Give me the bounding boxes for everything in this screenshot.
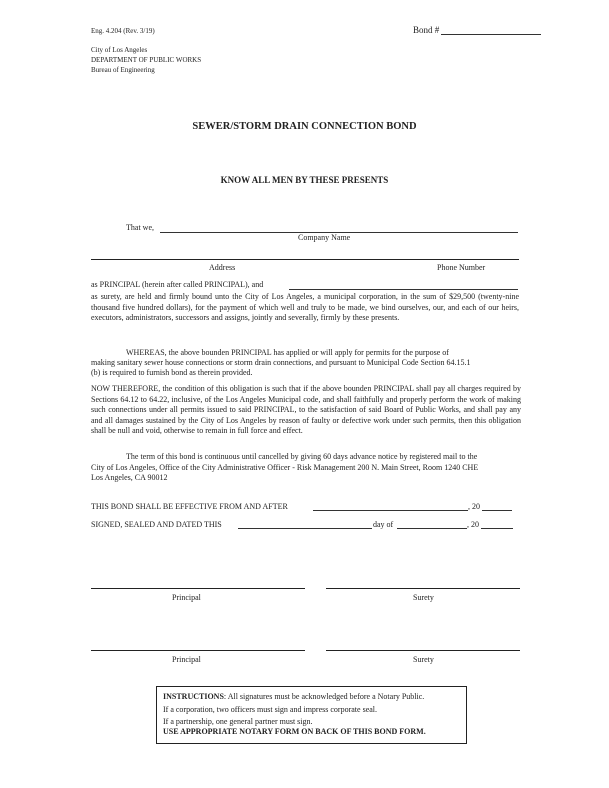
surety-label-2: Surety [413,655,434,664]
principal-signature-line-1[interactable] [91,588,305,589]
page-title: SEWER/STORM DRAIN CONNECTION BOND [192,121,417,132]
signed-month-field[interactable] [397,528,467,529]
whereas-line-1: WHEREAS, the above bounden PRINCIPAL has applied or will apply for permits for the purpose of [126,348,449,357]
bond-number-label: Bond # [413,25,440,35]
term-line-2: City of Los Angeles, Office of the City Administrative Officer - Risk Management 200 N. Main Street, Room 1240 CHE [91,462,479,472]
bond-number-field[interactable] [441,34,541,35]
agency-department: DEPARTMENT OF PUBLIC WORKS [91,56,202,64]
principal-signature-line-2[interactable] [91,650,305,651]
surety-name-field[interactable] [289,289,518,290]
day-of-label: day of [373,520,394,529]
instructions-corporation: If a corporation, two officers must sign and impress corporate seal. [163,705,378,714]
surety-signature-line-1[interactable] [326,588,520,589]
whereas-block [91,348,521,378]
term-line-3: Los Angeles, CA 90012 [91,473,168,482]
principal-label-2: Principal [172,655,201,664]
instructions-notary: USE APPROPRIATE NOTARY FORM ON BACK OF THIS BOND FORM. [163,727,426,736]
agency-city: City of Los Angeles [91,46,148,54]
effective-label: THIS BOND SHALL BE EFFECTIVE FROM AND AFTER [91,502,288,511]
instructions-partnership: If a partnership, one general partner must sign. [163,717,313,726]
form-number: Eng. 4.204 (Rev. 3/19) [91,27,155,35]
term-block [91,452,521,484]
agency-bureau: Bureau of Engineering [91,66,155,74]
signed-day-field[interactable] [238,528,372,529]
effective-date-field[interactable] [313,510,468,511]
signed-year-prefix: , 20 [467,520,479,529]
phone-label: Phone Number [437,263,486,272]
surety-paragraph: as surety, are held and firmly bound unto the City of Los Angeles, a municipal corporation, in the sum of $29,500 (twenty-nine thousand five hundred dollars), for the payment of which well and truly to be made, we bind ourselves, our, and each of our heirs, executors, administrators, successors and assigns, jointly and severally, firmly by these presents. [91,292,519,322]
company-name-label: Company Name [298,233,351,242]
surety-signature-line-2[interactable] [326,650,520,651]
that-we-label: That we, [126,223,154,232]
instructions-first-line [163,692,424,701]
effective-year-prefix: , 20 [468,502,480,511]
principal-label-1: Principal [172,593,201,602]
effective-year-field[interactable] [482,510,512,511]
address-label: Address [209,263,236,272]
whereas-line-2: making sanitary sewer house connections or storm drain connections, and pursuant to Municipal Code Section 64.15.1 [91,358,471,367]
page-subtitle: KNOW ALL MEN BY THESE PRESENTS [220,175,389,185]
instructions-text: : All signatures must be acknowledged before a Notary Public. [223,692,425,701]
principal-line-text: as PRINCIPAL (herein after called PRINCIPAL), and [91,280,264,289]
instructions-box [156,686,467,744]
term-line-1: The term of this bond is continuous until cancelled by giving 60 days advance notice by registered mail to the [126,452,478,461]
agency-block [91,45,201,75]
whereas-line-3: (b) is required to furnish bond as therein provided. [91,368,253,377]
signed-year-field[interactable] [481,528,513,529]
surety-label-1: Surety [413,593,434,602]
instructions-heading: INSTRUCTIONS [163,692,224,701]
address-phone-field[interactable] [91,259,519,260]
now-therefore-paragraph: NOW THEREFORE, the condition of this obligation is such that if the above bounden PRINCIPAL shall pay all charges required by Sections 64.12 to 64.22, inclusive, of the Los Angeles Municipal code, and shall faithfully and properly perform the work of making such connections under all permits issued to said PRINCIPAL, to the satisfaction of said Board of Public Works, and shall pay any and all damages sustained by the City of Los Angeles by reason of faulty or defective work under such permits, then this obligation shall be null and void, otherwise to remain in full force and effect. [91,384,521,435]
signed-label: SIGNED, SEALED AND DATED THIS [91,520,222,529]
